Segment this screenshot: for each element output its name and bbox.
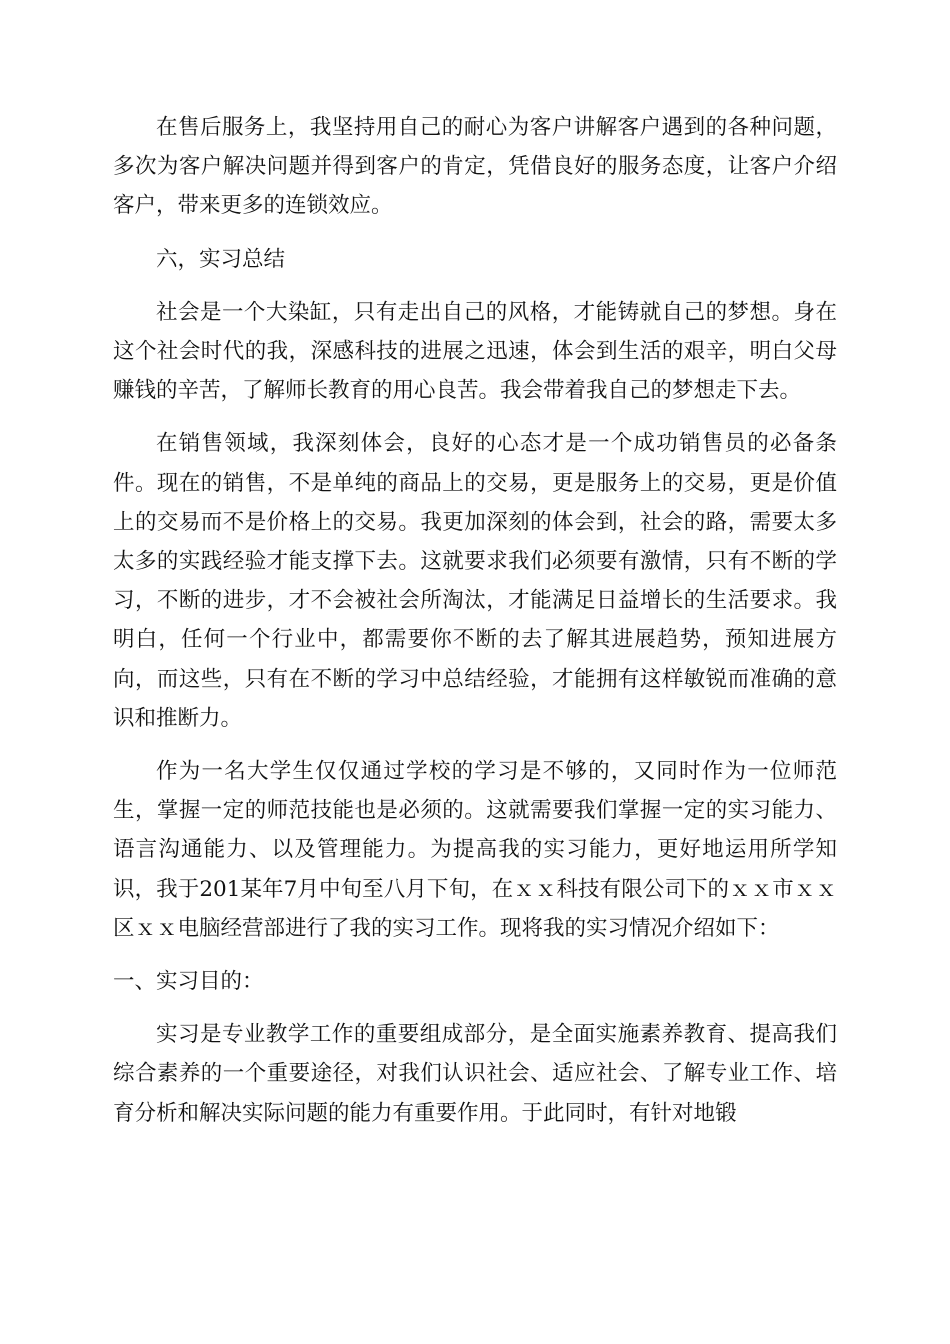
paragraph-sales-field: 在销售领域，我深刻体会，良好的心态才是一个成功销售员的必备条件。现在的销售，不是单纯的商品上的交易，更是服务上的交易，更是价值上的交易而不是价格上的交易。我更加深刻的体会到，社会的路，需要太多太多的实践经验才能支撑下去。这就要求我们必须要有激情，只有不断的学习，不断的进步，才不会被社会所淘汰，才能满足日益增长的生活要求。我明白，任何一个行业中，都需要你不断的去了解其进展趋势，预知进展方向，而这些，只有在不断的学习中总结经验，才能拥有这样敏锐而准确的意识和推断力。: [113, 431, 837, 731]
paragraph-internship-importance: 实习是专业教学工作的重要组成部分，是全面实施素养教育、提高我们综合素养的一个重要途径，对我们认识社会、适应社会、了解专业工作、培育分析和解决实际问题的能力有重要作用。于此同时，有针对地锻: [113, 1022, 837, 1126]
paragraph-society: 社会是一个大染缸，只有走出自己的风格，才能铸就自己的梦想。身在这个社会时代的我，深感科技的进展之迅速，体会到生活的艰辛，明白父母赚钱的辛苦，了解师长教育的用心良苦。我会带着我自己的梦想走下去。: [113, 299, 837, 404]
paragraph-after-sales-service: 在售后服务上，我坚持用自己的耐心为客户讲解客户遇到的各种问题，多次为客户解决问题并得到客户的肯定，凭借良好的服务态度，让客户介绍客户，带来更多的连锁效应。: [113, 115, 837, 219]
section-heading-internship-summary: 六，实习总结: [156, 246, 286, 272]
document-body: [113, 108, 837, 1147]
paragraph-university-student: 作为一名大学生仅仅通过学校的学习是不够的，又同时作为一位师范生，掌握一定的师范技能也是必须的。这就需要我们掌握一定的实习能力、语言沟通能力、以及管理能力。为提高我的实习能力，更好地运用所学知识，我于201某年7月中旬至八月下旬，在ｘｘ科技有限公司下的ｘｘ市ｘｘ区ｘｘ电脑经营部进行了我的实习工作。现将我的实习情况介绍如下：: [113, 759, 837, 941]
section-heading-internship-purpose: 一、实习目的：: [113, 969, 264, 995]
